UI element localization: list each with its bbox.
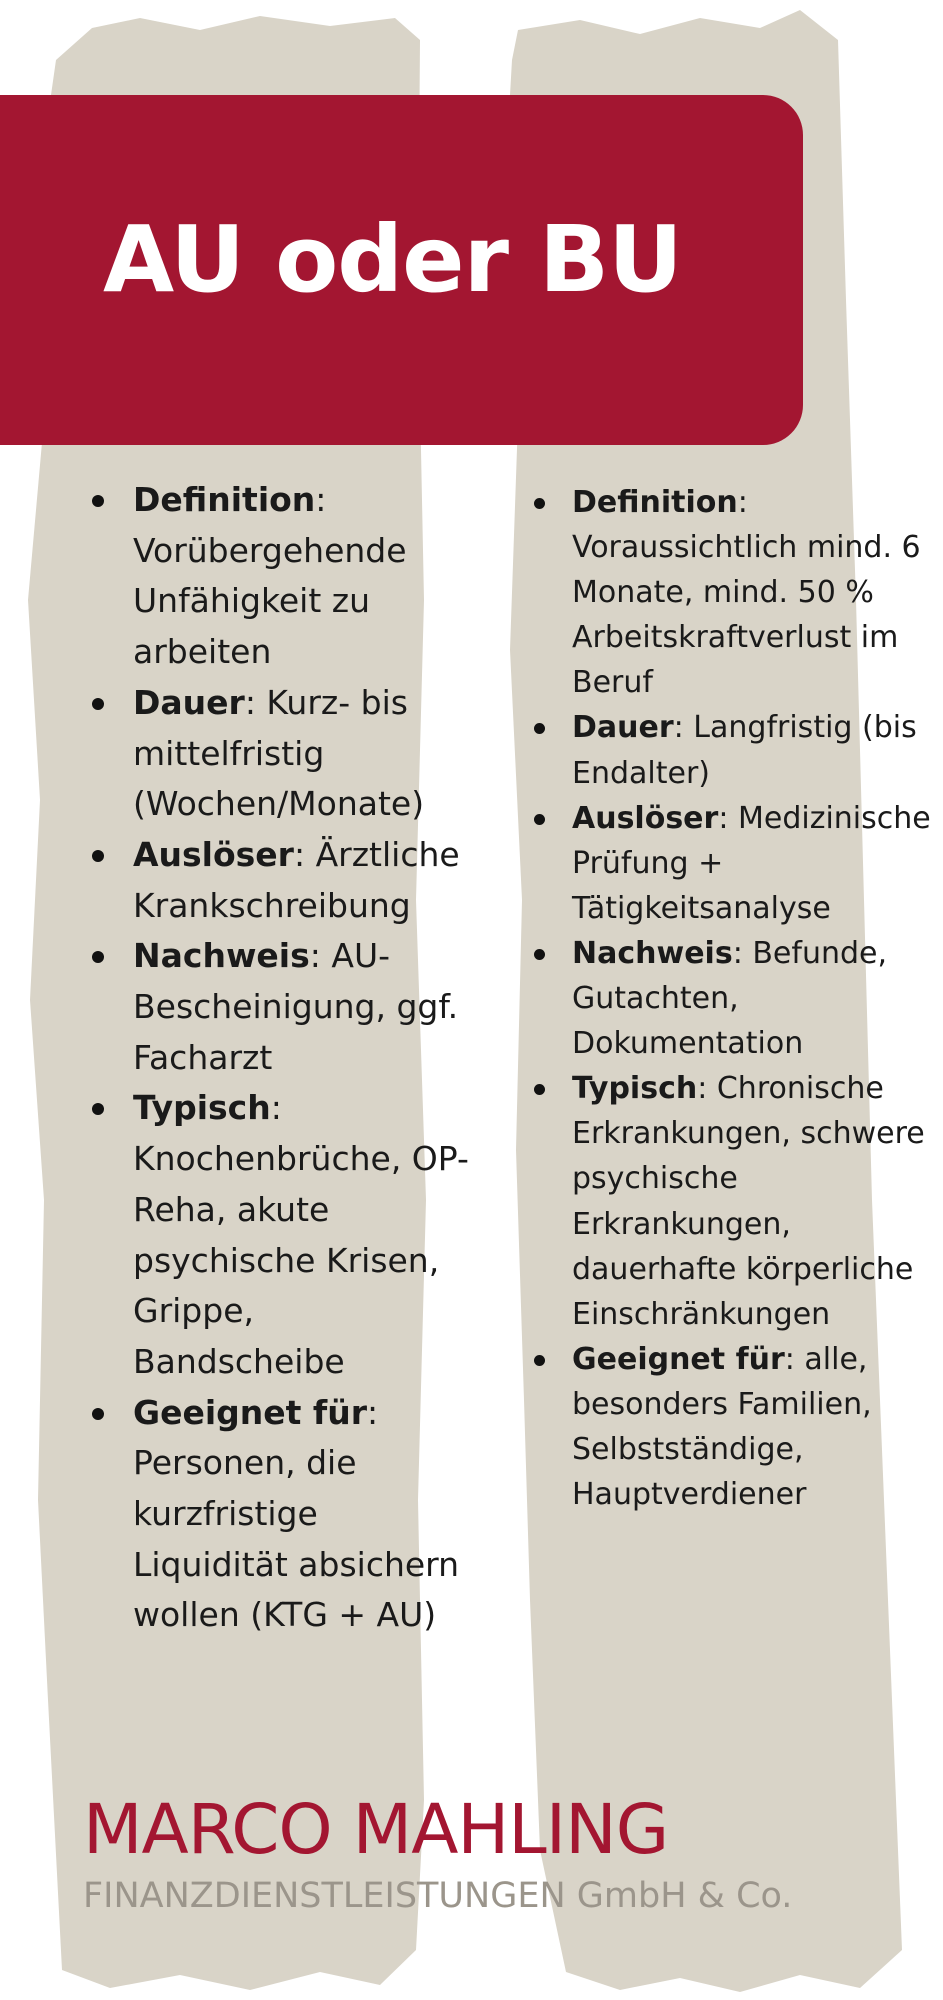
item-term: Auslöser	[572, 800, 719, 836]
item-term: Typisch	[572, 1071, 698, 1107]
item-text: : Vorübergehende Unfähigkeit zu arbeiten	[133, 480, 407, 672]
item-text: : AU-Bescheinigung, ggf. Facharzt	[133, 936, 459, 1077]
item-text: : Langfristig (bis Endalter)	[572, 710, 917, 791]
list-item	[572, 796, 932, 931]
item-term: Nachweis	[133, 936, 310, 976]
item-text: : Chronische Erkrankungen, schwere psychische Erkrankungen, dauerhafte körperliche Einschränkungen	[572, 1071, 925, 1332]
list-item	[133, 830, 473, 931]
item-term: Auslöser	[133, 834, 294, 874]
item-term: Geeignet für	[572, 1341, 785, 1377]
item-text: : Kurz- bis mittelfristig (Wochen/Monate)	[133, 682, 425, 824]
list-item	[133, 1083, 473, 1387]
list-item	[133, 1388, 473, 1642]
brand-name: MARCO MAHLING	[83, 1790, 669, 1870]
item-text: : Voraussichtlich mind. 6 Monate, mind. 50 % Arbeitskraftverlust im Beruf	[572, 485, 921, 701]
list-item	[133, 931, 473, 1083]
item-term: Dauer	[572, 710, 674, 746]
item-term: Typisch	[133, 1088, 271, 1128]
list-item	[572, 1066, 932, 1337]
item-term: Definition	[133, 480, 316, 519]
list-item	[572, 480, 932, 705]
item-text: : Ärztliche Krankschreibung	[133, 834, 460, 925]
list-item	[572, 1337, 932, 1517]
item-term: Definition	[572, 485, 738, 520]
bu-list	[572, 480, 932, 1517]
item-term: Nachweis	[572, 935, 733, 971]
list-item	[572, 931, 932, 1066]
item-text: : Knochenbrüche, OP-Reha, akute psychische Krisen, Grippe, Bandscheibe	[133, 1088, 469, 1381]
brand-subtitle: FINANZDIENSTLEISTUNGEN GmbH & Co.	[83, 1876, 793, 1916]
item-text: : Befunde, Gutachten, Dokumentation	[572, 935, 888, 1062]
page-title: AU oder BU	[103, 206, 682, 313]
item-text: : Personen, die kurzfristige Liquidität absichern wollen (KTG + AU)	[133, 1392, 460, 1635]
item-term: Geeignet für	[133, 1392, 368, 1432]
list-item	[133, 678, 473, 830]
list-item	[572, 705, 932, 795]
item-text: : alle, besonders Familien, Selbstständige, Hauptverdiener	[572, 1341, 872, 1513]
list-item	[133, 475, 473, 678]
au-list	[133, 475, 473, 1641]
item-term: Dauer	[133, 682, 245, 722]
item-text: : Medizinische Prüfung + Tätigkeitsanalyse	[572, 800, 931, 926]
